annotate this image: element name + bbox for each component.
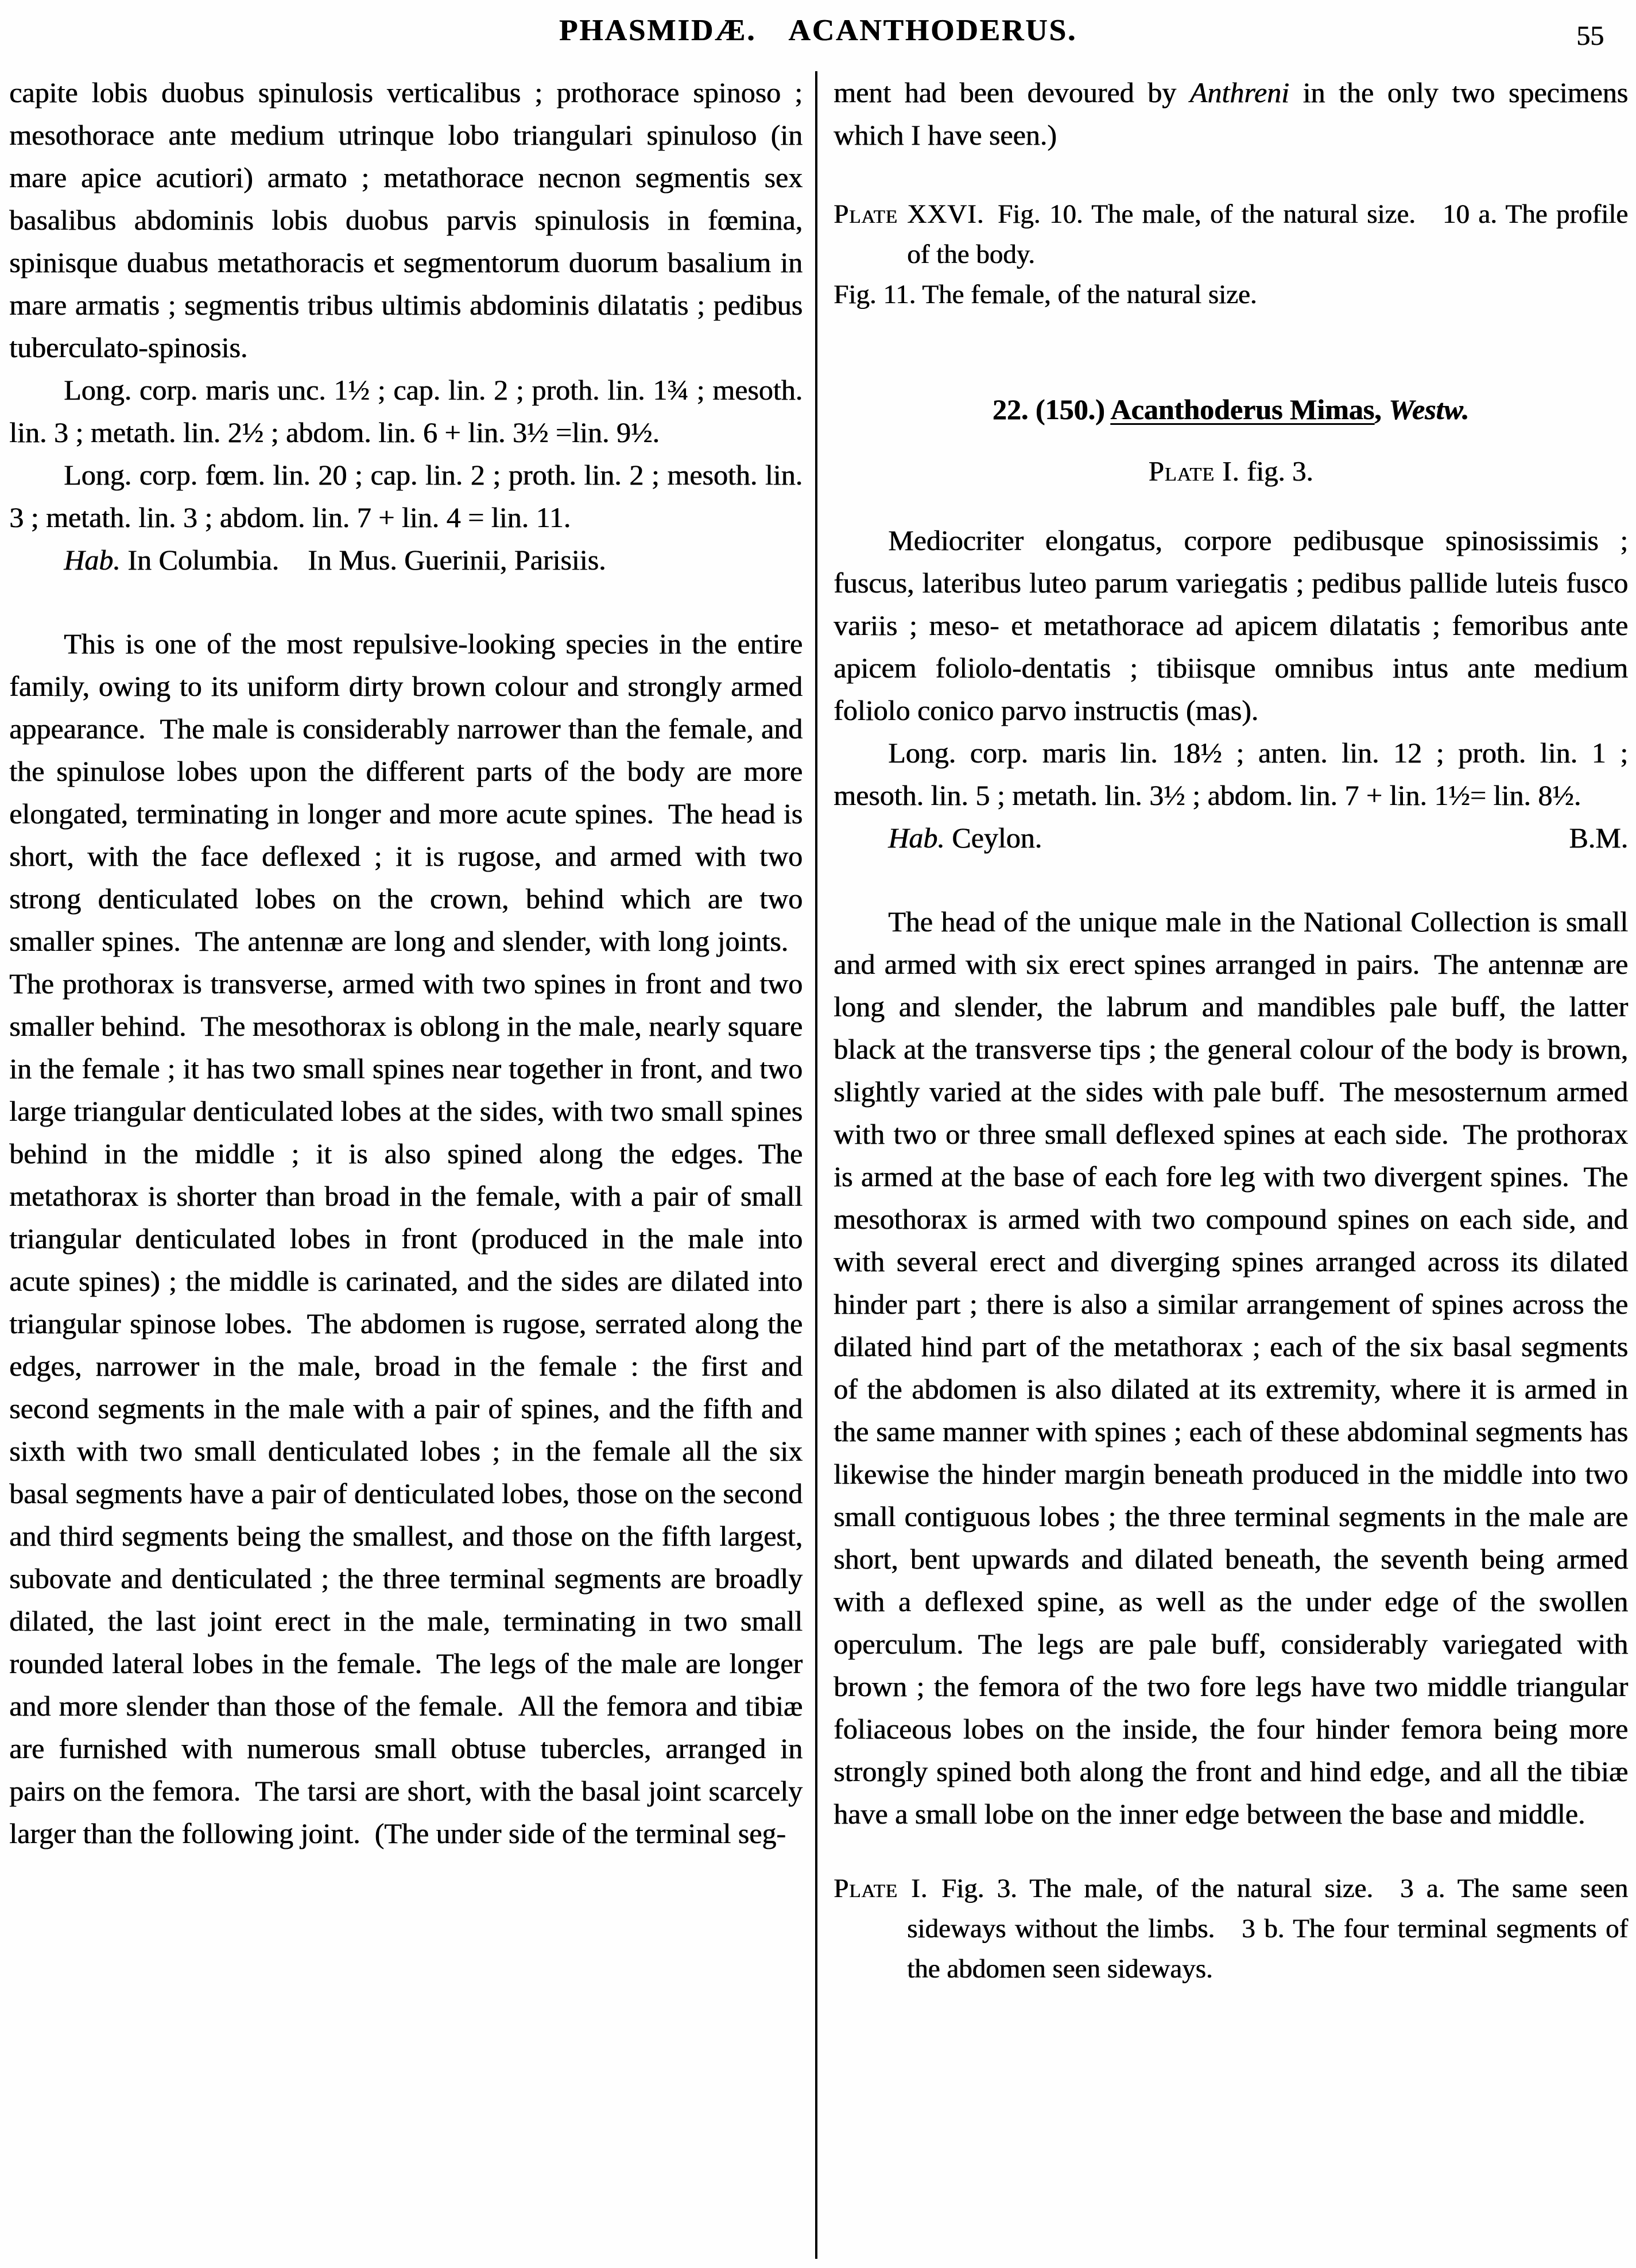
male-measurements-line: Long. corp. maris unc. 1½ ; cap. lin. 2 ; proth. lin. 1¾ ; mesoth. lin. 3 ; metath. lin. 2½ ; abdom. lin. 6 + lin. 3½ =lin. 9½.	[9, 374, 803, 448]
female-measurements-line: Long. corp. fœm. lin. 20 ; cap. lin. 2 ; proth. lin. 2 ; mesoth. lin. 3 ; metath. lin. 3 ; abdom. lin. 7 + lin. 4 = lin. 11.	[9, 459, 803, 533]
plate-ref-text: fig. 3.	[1239, 455, 1313, 487]
anthreni-italic: Anthreni	[1189, 76, 1289, 109]
plate-xxvi-fig10-caption	[833, 194, 1628, 274]
latin-diagnosis: Mediocriter elongatus, corpore pedibusque spinosissimis ; fuscus, lateribus luteo parum variegatis ; pedibus pallide luteis fusco variis ; meso- et metathorace ad apicem dilatatis ; femoribus ante apicem foliolo-dentatis ; tibiisque omnibus intus ante medium foliolo conico parvo instructis (mas).	[833, 524, 1628, 726]
habitat-label: Hab.	[888, 822, 945, 854]
column-divider	[815, 71, 817, 2259]
species-author: Westw.	[1388, 393, 1470, 425]
plate-i-label: Plate I.	[833, 1874, 928, 1903]
habitat-text: Ceylon.	[944, 822, 1042, 854]
page-number: 55	[1576, 21, 1604, 51]
plate-xxvi-fig11-caption: Fig. 11. The female, of the natural size.	[833, 280, 1257, 309]
species-description: The head of the unique male in the National Collection is small and armed with six erect spines arranged in pairs. The antennæ are long and slender, the labrum and mandibles pale buff, the latter black at the transverse tips ; the general colour of the body is brown, slightly varied at the sides with pale buff. The mesosternum armed with two or three small deflexed spines at each side. The prothorax is armed at the base of each fore leg with two divergent spines. The mesothorax is armed with two compound spines on each side, and with several erect and diverging spines arranged across its dilated hinder part ; there is also a similar arrangement of spines across the dilated hind part of the metathorax ; each of the six basal segments of the abdomen is also dilated at its extremity, where it is armed in the same manner with spines ; each of these abdominal segments has likewise the hinder margin beneath produced in the middle into two small contiguous lobes ; the three terminal segments in the male are short, bent upwards and dilated beneath, the seventh being armed with a deflexed spine, as well as the under edge of the swollen operculum. The legs are pale buff, considerably variegated with brown ; the femora of the two fore legs have two middle triangular foliaceous lobes on the inside, the four hinder femora being more strongly spined both along the front and hind edge, and all the tibiæ have a small lobe on the inner edge between the base and middle.	[833, 905, 1628, 1830]
species-separator: ,	[1374, 393, 1389, 425]
plate-xxvi-fig10-text: Fig. 10. The male, of the natural size. 10 a. The profile of the body.	[907, 199, 1629, 269]
continuation-text-post: in the only two specimens which I have seen.)	[833, 76, 1628, 151]
plate-xxvi-captions	[833, 194, 1628, 315]
plate-xxvi-label: Plate XXVI.	[833, 199, 984, 229]
page-header	[0, 0, 1636, 67]
plate-i-caption-text: Fig. 3. The male, of the natural size. 3 a. The same seen sideways without the limbs. 3 b. The four terminal segments of the abdomen seen sideways.	[907, 1874, 1628, 1984]
habitat-text: In Columbia. In Mus. Guerinii, Parisiis.	[120, 544, 606, 576]
habitat-line	[9, 539, 803, 581]
latin-continuation-paragraph: capite lobis duobus spinulosis verticalibus ; prothorace spinoso ; mesothorace ante medium utrinque lobo triangulari spinuloso (in mare apice acutiori) armato ; metathorace necnon segmentis sex basalibus abdominis lobis duobus parvis spinulosis in fœmina, spinisque duabus metathoracis et segmentorum duorum basalium in mare armatis ; segmentis tribus ultimis abdominis dilatatis ; pedibus tuberculato-spinosis.	[9, 76, 803, 363]
right-column	[833, 71, 1628, 2259]
running-title: PHASMIDÆ. ACANTHODERUS.	[559, 14, 1077, 47]
species-heading	[833, 388, 1628, 431]
left-column	[9, 71, 803, 2259]
page-body	[0, 71, 1636, 2259]
collection-abbreviation: B.M.	[1569, 822, 1628, 854]
continuation-paragraph	[833, 71, 1628, 156]
species-description: This is one of the most repulsive-looking species in the entire family, owing to its uniform dirty brown colour and strongly armed appearance. The male is considerably narrower than the female, and the spinulose lobes upon the different parts of the body are more elongated, terminating in longer and more acute spines. The head is short, with the face deflexed ; it is rugose, and armed with two strong denticulated lobes on the crown, behind which are two smaller spines. The antennæ are long and slender, with long joints. The prothorax is transverse, armed with two spines in front and two smaller behind. The mesothorax is oblong in the male, nearly square in the female ; it has two small spines near together in front, and two large triangular denticulated lobes at the sides, with two small spines behind in the middle ; it is also spined along the edges. The metathorax is shorter than broad in the female, with a pair of small triangular denticulated lobes in front (produced in the male into acute spines) ; the middle is carinated, and the sides are dilated into triangular spinose lobes. The abdomen is rugose, serrated along the edges, narrower in the male, broad in the female : the first and second segments in the male with a pair of spines, and the fifth and sixth with two small denticulated lobes ; in the female all the six basal segments have a pair of denticulated lobes, those on the second and third segments being the smallest, and those on the fifth largest, subovate and denticulated ; the three terminal segments are broadly dilated, the last joint erect in the male, terminating in two small rounded lateral lobes in the female. The legs of the male are longer and more slender than those of the female. All the femora and tibiæ are furnished with numerous small obtuse tubercles, arranged in pairs on the femora. The tarsi are short, with the basal joint scarcely larger than the following joint. (The under side of the terminal seg-	[9, 628, 803, 1849]
species-name: Acanthoderus Mimas	[1110, 393, 1374, 425]
habitat-label: Hab.	[64, 544, 121, 576]
male-measurements-line: Long. corp. maris lin. 18½ ; anten. lin. 12 ; proth. lin. 1 ; mesoth. lin. 5 ; metath. lin. 3½ ; abdom. lin. 7 + lin. 1½= lin. 8½.	[833, 737, 1628, 811]
continuation-text-pre: ment had been devoured by	[833, 76, 1190, 109]
species-number: 22. (150.)	[992, 393, 1111, 425]
habitat-line	[833, 816, 1628, 859]
plate-i-caption	[833, 1868, 1628, 1989]
plate-reference	[833, 450, 1628, 493]
plate-ref-label: Plate I.	[1148, 455, 1240, 487]
